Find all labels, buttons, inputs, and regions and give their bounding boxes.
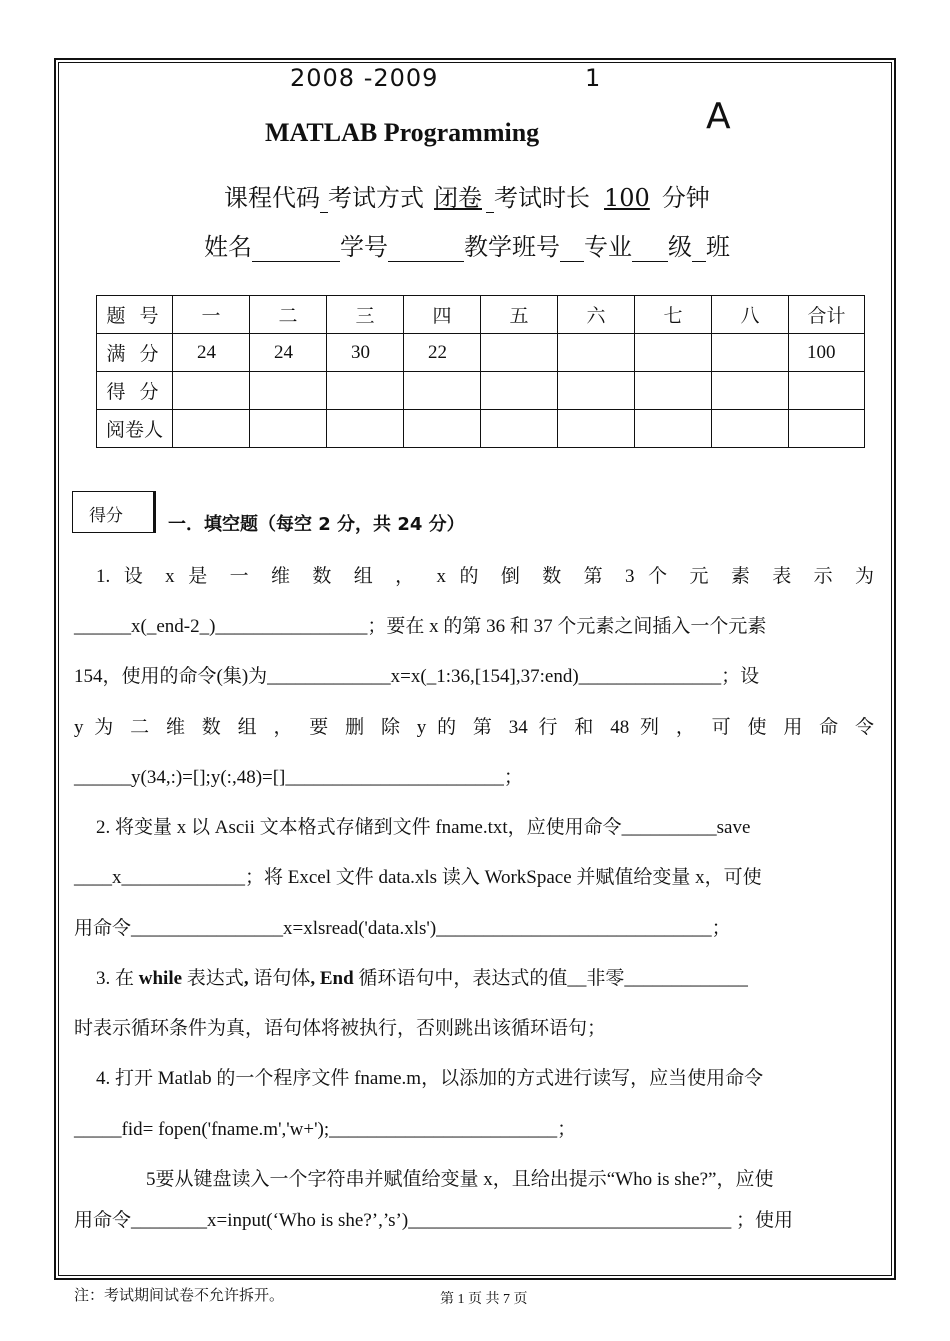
score-cell [404, 372, 481, 410]
question-1-line-3: 154，使用的命令(集)为_____________x=x(_1:36,[154],37:end)_______________；设 [74, 666, 760, 687]
header-cell: 二 [250, 296, 327, 334]
grader-cell [558, 410, 635, 448]
exam-duration-value: 100 [604, 184, 650, 212]
grader-cell [481, 410, 558, 448]
academic-year: 2008 -2009 [290, 64, 439, 92]
header-cell: 五 [481, 296, 558, 334]
full-marks-cell [712, 334, 789, 372]
exam-title: MATLAB Programming [265, 118, 540, 147]
full-marks-cell: 24 [173, 334, 250, 372]
keyword-end: End [315, 968, 354, 989]
student-id-label: 学号 [340, 233, 388, 261]
question-3-line-1: 3. 在 while 表达式, 语句体, End 循环语句中，表达式的值__非零_____________ [96, 968, 748, 989]
score-cell [250, 372, 327, 410]
header-cell: 六 [558, 296, 635, 334]
grader-cell [404, 410, 481, 448]
header-cell: 八 [712, 296, 789, 334]
header-cell: 三 [327, 296, 404, 334]
term-number: 1 [585, 64, 601, 92]
question-2-line-3: 用命令________________x=xlsread('data.xls')_____________________________； [74, 918, 731, 939]
header-cell: 四 [404, 296, 481, 334]
class-label: 教学班号 [464, 233, 560, 261]
grader-cell [250, 410, 327, 448]
class-blank [560, 237, 584, 262]
full-marks-cell: 22 [404, 334, 481, 372]
score-table [96, 295, 865, 448]
grade-blank [692, 237, 706, 262]
question-3-line-2: 时表示循环条件为真，语句体将被执行，否则跳出该循环语句； [74, 1018, 607, 1039]
question-4-line-1: 4. 打开 Matlab 的一个程序文件 fname.m，以添加的方式进行读写，应当使用命令 [96, 1068, 764, 1089]
full-marks-cell [635, 334, 712, 372]
question-1-line-2: ______x(_end-2_)________________；要在 x 的第 36 和 37 个元素之间插入一个元素 [74, 616, 767, 637]
full-marks-row [97, 334, 865, 372]
grader-cell [635, 410, 712, 448]
question-4-line-2: _____fid= fopen('fname.m','w+');________________________； [74, 1119, 577, 1140]
grader-label: 阅卷人 [97, 410, 173, 448]
keyword-while: while [138, 968, 183, 989]
grade-label: 级 [668, 233, 692, 261]
full-marks-cell: 24 [250, 334, 327, 372]
score-label: 得 分 [97, 372, 173, 410]
grader-cell [327, 410, 404, 448]
course-code-blank [320, 188, 328, 213]
question-1-line-5: ______y(34,:)=[];y(:,48)=[]_______________________； [74, 767, 523, 788]
question-5-line-1: 5要从键盘读入一个字符串并赋值给变量 x，且给出提示“Who is she?”，应使 [146, 1169, 774, 1190]
full-marks-cell: 30 [327, 334, 404, 372]
header-cell: 题 号 [97, 296, 173, 334]
grader-row [97, 410, 865, 448]
exam-info-line-2 [204, 227, 730, 262]
score-cell [173, 372, 250, 410]
section-1-title: 一．填空题（每空 2 分，共 24 分） [168, 514, 465, 535]
score-cell [712, 372, 789, 410]
student-id-blank [388, 237, 464, 262]
exam-duration-label: 考试时长 [494, 184, 590, 212]
full-marks-total: 100 [789, 334, 865, 372]
minutes-label: 分钟 [661, 184, 710, 212]
exam-mode-value: 闭卷 [434, 184, 482, 212]
ban-label: 班 [706, 233, 730, 261]
full-marks-cell [481, 334, 558, 372]
course-code-label: 课程代码 [224, 184, 320, 212]
score-table-header-row [97, 296, 865, 334]
question-2-line-2: ____x_____________；将 Excel 文件 data.xls 读入 WorkSpace 并赋值给变量 x，可使 [74, 867, 762, 888]
full-marks-cell [558, 334, 635, 372]
score-cell [558, 372, 635, 410]
grader-cell [789, 410, 865, 448]
score-cell [481, 372, 558, 410]
grader-cell [712, 410, 789, 448]
exam-mode-label: 考试方式 [328, 184, 424, 212]
major-blank [632, 237, 668, 262]
name-label: 姓名 [204, 233, 252, 261]
score-cell [789, 372, 865, 410]
page-number: 第 1 页 共 7 页 [440, 1292, 528, 1307]
exam-info-line-1 [224, 178, 710, 213]
grader-cell [173, 410, 250, 448]
question-2-line-1: 2. 将变量 x 以 Ascii 文本格式存储到文件 fname.txt，应使用命令__________save [96, 817, 751, 838]
score-cell [635, 372, 712, 410]
footer-note: 注：考试期间试卷不允许拆开。 [74, 1286, 285, 1304]
score-cell [327, 372, 404, 410]
name-blank [252, 237, 340, 262]
question-1-line-1: 1. 设 x 是 一 维 数 组 ， x 的 倒 数 第 3 个 元 素 表 示 为 [96, 566, 874, 587]
score-row [97, 372, 865, 410]
question-1-line-4: y 为 二 维 数 组 ， 要 删 除 y 的 第 34 行 和 48 列 ， 可 使 用 命 令 [74, 717, 874, 738]
header-cell: 合计 [789, 296, 865, 334]
section-score-box: 得分 [72, 491, 156, 533]
paper-version: A [706, 96, 731, 137]
major-label: 专业 [584, 233, 632, 261]
question-5-line-2: 用命令________x=input(‘Who is she?’,’s’)__________________________________ ；使用 [74, 1210, 793, 1231]
header-cell: 一 [173, 296, 250, 334]
header-cell: 七 [635, 296, 712, 334]
full-marks-label: 满 分 [97, 334, 173, 372]
